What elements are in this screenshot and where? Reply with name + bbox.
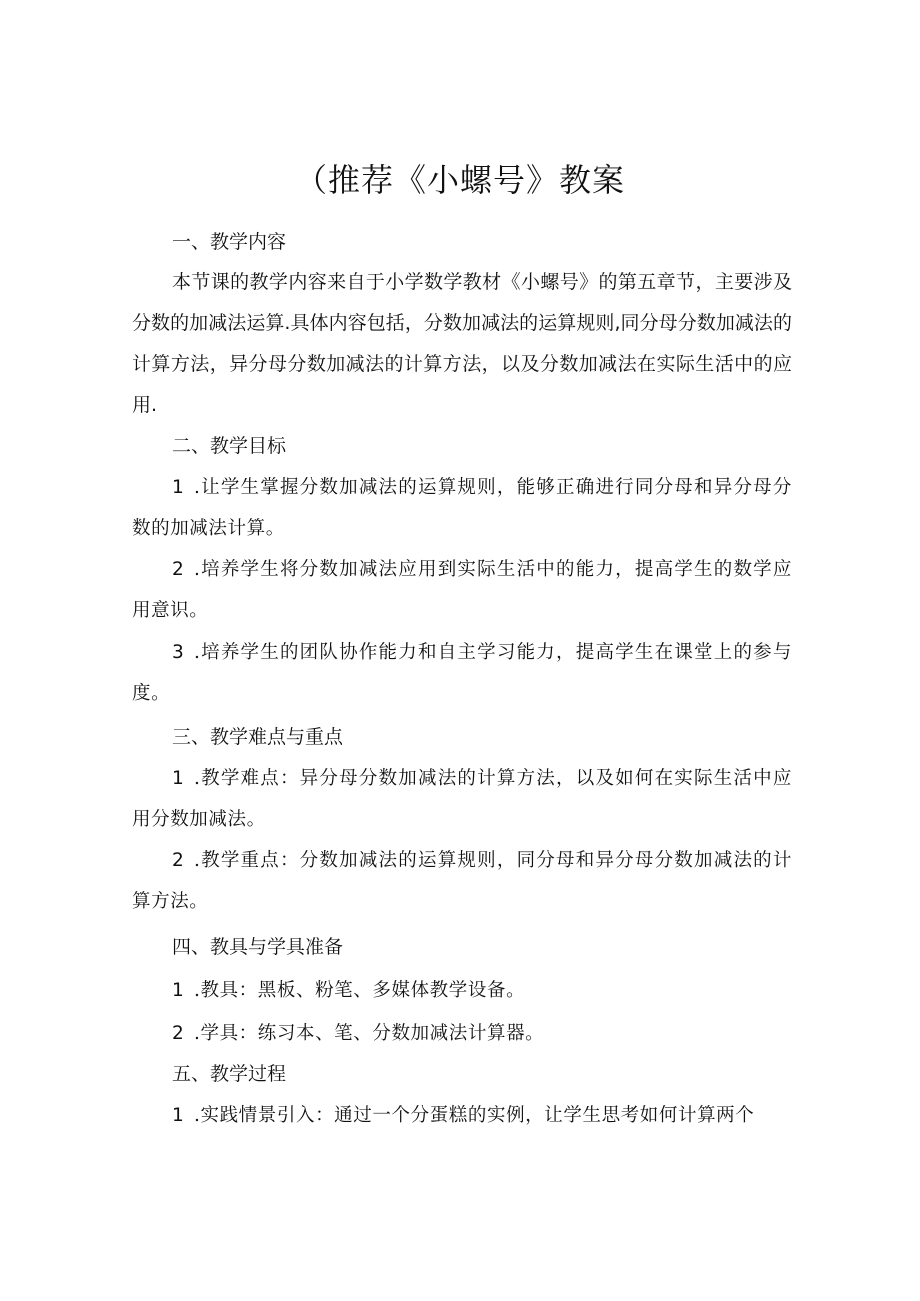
material-item-2 [132, 1013, 792, 1054]
item-number: 2 [172, 1023, 185, 1044]
section-heading-objectives: 二、教学目标 [172, 435, 287, 457]
key-point-item-1 [132, 758, 792, 840]
item-text: .学具：练习本、笔、分数加减法计算器。 [194, 1023, 545, 1044]
section-paragraph-content: 本节课的教学内容来自于小学数学教材《小螺号》的第五章节，主要涉及分数的加减法运算.具体内容包括，分数加减法的运算规则,同分母分数加减法的计算方法，异分母分数加减法的计算方法，以及分数加减法在实际生活中的应用. [132, 271, 792, 416]
item-text: .培养学生将分数加减法应用到实际生活中的能力，提高学生的数学应用意识。 [132, 559, 792, 621]
item-number: 1 [172, 477, 185, 498]
item-text: .教学重点：分数加减法的运算规则，同分母和异分母分数加减法的计算方法。 [132, 850, 792, 912]
item-text: .教学难点：异分母分数加减法的计算方法，以及如何在实际生活中应用分数加减法。 [132, 768, 792, 830]
section-heading-content: 一、教学内容 [172, 231, 287, 253]
item-text: .让学生掌握分数加减法的运算规则，能够正确进行同分母和异分母分数的加减法计算。 [132, 477, 792, 539]
section-heading-materials: 四、教具与学具准备 [172, 936, 344, 958]
objective-item-3 [132, 632, 792, 714]
item-text: .教具：黑板、粉笔、多媒体教学设备。 [194, 980, 526, 1001]
item-number: 1 [172, 980, 185, 1001]
item-text: .培养学生的团队协作能力和自主学习能力，提高学生在课堂上的参与度。 [132, 642, 792, 704]
material-item-1 [132, 970, 792, 1011]
item-number: 1 [172, 768, 185, 789]
item-number: 2 [172, 850, 185, 871]
section-heading-key-points: 三、教学难点与重点 [172, 726, 344, 748]
objective-item-2 [132, 549, 792, 631]
document-title: （推荐《小螺号》教案 [294, 161, 625, 199]
item-number: 1 [172, 1105, 185, 1126]
key-point-item-2 [132, 840, 792, 922]
item-number: 3 [172, 642, 185, 663]
section-heading-process: 五、教学过程 [172, 1063, 287, 1085]
item-number: 2 [172, 559, 185, 580]
process-item-1 [132, 1095, 792, 1136]
item-text: .实践情景引入：通过一个分蛋糕的实例，让学生思考如何计算两个 [194, 1105, 755, 1126]
objective-item-1 [132, 467, 792, 549]
